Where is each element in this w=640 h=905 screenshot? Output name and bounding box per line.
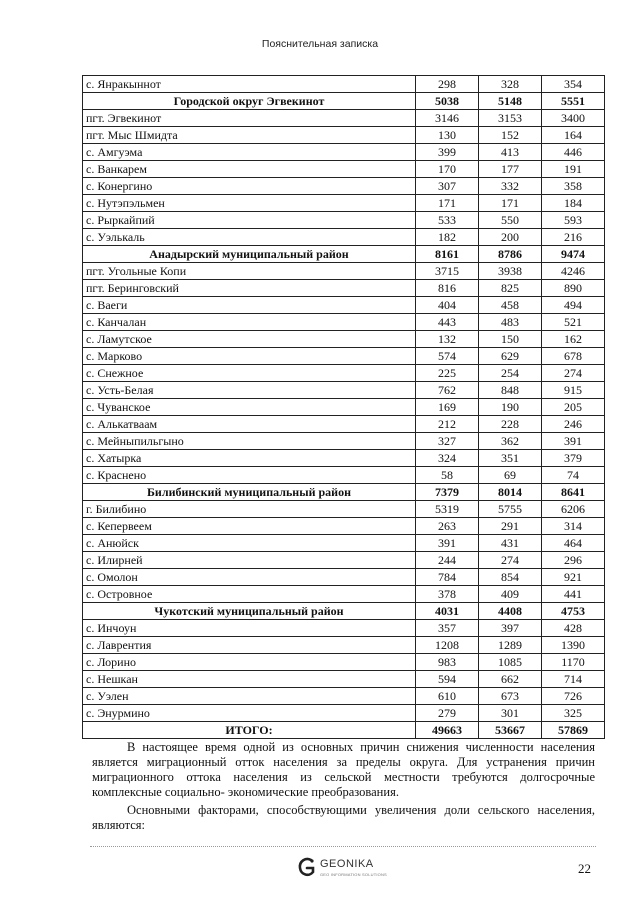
- settlement-name-cell: с. Марково: [83, 348, 416, 365]
- settlement-name-cell: с. Уэлен: [83, 688, 416, 705]
- population-value-cell: 378: [416, 586, 479, 603]
- population-value-cell: 152: [479, 127, 542, 144]
- population-value-cell: 1208: [416, 637, 479, 654]
- population-value-cell: 274: [542, 365, 605, 382]
- population-value-cell: 150: [479, 331, 542, 348]
- population-value-cell: 130: [416, 127, 479, 144]
- population-value-cell: 379: [542, 450, 605, 467]
- settlement-name-cell: с. Кепервеем: [83, 518, 416, 535]
- population-value-cell: 915: [542, 382, 605, 399]
- population-value-cell: 301: [479, 705, 542, 722]
- body-paragraph-1: В настоящее время одной из основных причин снижения численности населения является миграционный отток населения за пределы округа. Для устранения причин миграционного оттока населения из сельской местности требуются долгосрочные комплексные социально- экономические преобразования.: [92, 740, 595, 799]
- population-value-cell: 216: [542, 229, 605, 246]
- population-value-cell: 726: [542, 688, 605, 705]
- population-table-body: [83, 76, 605, 739]
- population-value-cell: 409: [479, 586, 542, 603]
- table-row: [83, 195, 605, 212]
- population-value-cell: 53667: [479, 722, 542, 739]
- population-value-cell: 3715: [416, 263, 479, 280]
- table-row: [83, 161, 605, 178]
- settlement-name-cell: с. Рыркайпий: [83, 212, 416, 229]
- settlement-name-cell: с. Энурмино: [83, 705, 416, 722]
- table-row: [83, 110, 605, 127]
- settlement-name-cell: с. Лорино: [83, 654, 416, 671]
- table-summary-row: [83, 246, 605, 263]
- table-row: [83, 518, 605, 535]
- population-value-cell: 784: [416, 569, 479, 586]
- population-value-cell: 254: [479, 365, 542, 382]
- table-row: [83, 178, 605, 195]
- settlement-name-cell: с. Нешкан: [83, 671, 416, 688]
- table-row: [83, 620, 605, 637]
- population-value-cell: 714: [542, 671, 605, 688]
- table-summary-row: [83, 93, 605, 110]
- population-value-cell: 362: [479, 433, 542, 450]
- table-row: [83, 433, 605, 450]
- population-value-cell: 404: [416, 297, 479, 314]
- population-value-cell: 550: [479, 212, 542, 229]
- population-value-cell: 205: [542, 399, 605, 416]
- geonika-logo-icon: [296, 855, 318, 881]
- table-row: [83, 127, 605, 144]
- population-value-cell: 3146: [416, 110, 479, 127]
- population-value-cell: 225: [416, 365, 479, 382]
- population-value-cell: 397: [479, 620, 542, 637]
- population-value-cell: 890: [542, 280, 605, 297]
- population-value-cell: 3153: [479, 110, 542, 127]
- table-row: [83, 297, 605, 314]
- population-value-cell: 327: [416, 433, 479, 450]
- table-row: [83, 688, 605, 705]
- settlement-name-cell: пгт. Мыс Шмидта: [83, 127, 416, 144]
- table-row: [83, 569, 605, 586]
- footer-divider: [90, 846, 596, 847]
- table-row: [83, 637, 605, 654]
- logo-text: GEONIKA: [320, 858, 374, 870]
- settlement-name-cell: с. Краснено: [83, 467, 416, 484]
- population-value-cell: 441: [542, 586, 605, 603]
- table-summary-row: [83, 484, 605, 501]
- settlement-name-cell: с. Анюйск: [83, 535, 416, 552]
- settlement-name-cell: с. Хатырка: [83, 450, 416, 467]
- table-row: [83, 365, 605, 382]
- population-value-cell: 762: [416, 382, 479, 399]
- population-value-cell: 354: [542, 76, 605, 93]
- settlement-name-cell: пгт. Угольные Копи: [83, 263, 416, 280]
- population-value-cell: 629: [479, 348, 542, 365]
- population-value-cell: 1390: [542, 637, 605, 654]
- table-row: [83, 501, 605, 518]
- table-summary-row: [83, 603, 605, 620]
- population-value-cell: 274: [479, 552, 542, 569]
- population-value-cell: 190: [479, 399, 542, 416]
- population-value-cell: 673: [479, 688, 542, 705]
- population-table: [82, 75, 605, 739]
- settlement-name-cell: пгт. Беринговский: [83, 280, 416, 297]
- population-value-cell: 9474: [542, 246, 605, 263]
- table-row: [83, 263, 605, 280]
- population-value-cell: 244: [416, 552, 479, 569]
- population-value-cell: 1289: [479, 637, 542, 654]
- population-value-cell: 8014: [479, 484, 542, 501]
- table-row: [83, 467, 605, 484]
- population-value-cell: 4408: [479, 603, 542, 620]
- population-value-cell: 191: [542, 161, 605, 178]
- population-value-cell: 212: [416, 416, 479, 433]
- table-row: [83, 671, 605, 688]
- population-value-cell: 816: [416, 280, 479, 297]
- population-value-cell: 263: [416, 518, 479, 535]
- population-value-cell: 921: [542, 569, 605, 586]
- population-value-cell: 169: [416, 399, 479, 416]
- population-value-cell: 307: [416, 178, 479, 195]
- population-value-cell: 8161: [416, 246, 479, 263]
- settlement-name-cell: с. Алькатваам: [83, 416, 416, 433]
- population-value-cell: 5551: [542, 93, 605, 110]
- population-value-cell: 246: [542, 416, 605, 433]
- page-header-title: Пояснительная записка: [261, 38, 379, 50]
- settlement-name-cell: с. Янракыннот: [83, 76, 416, 93]
- population-value-cell: 678: [542, 348, 605, 365]
- settlement-name-cell: с. Уэлькаль: [83, 229, 416, 246]
- table-row: [83, 229, 605, 246]
- population-value-cell: 494: [542, 297, 605, 314]
- population-value-cell: 69: [479, 467, 542, 484]
- population-value-cell: 662: [479, 671, 542, 688]
- settlement-name-cell: с. Снежное: [83, 365, 416, 382]
- table-row: [83, 76, 605, 93]
- population-value-cell: 594: [416, 671, 479, 688]
- table-row: [83, 144, 605, 161]
- population-value-cell: 8786: [479, 246, 542, 263]
- population-value-cell: 291: [479, 518, 542, 535]
- population-value-cell: 983: [416, 654, 479, 671]
- population-value-cell: 164: [542, 127, 605, 144]
- population-value-cell: 314: [542, 518, 605, 535]
- table-row: [83, 535, 605, 552]
- population-value-cell: 431: [479, 535, 542, 552]
- settlement-name-cell: с. Конергино: [83, 178, 416, 195]
- population-value-cell: 3400: [542, 110, 605, 127]
- population-value-cell: 5319: [416, 501, 479, 518]
- population-value-cell: 428: [542, 620, 605, 637]
- settlement-name-cell: с. Ванкарем: [83, 161, 416, 178]
- page-number: 22: [578, 861, 591, 876]
- settlement-name-cell: Билибинский муниципальный район: [83, 484, 416, 501]
- population-value-cell: 351: [479, 450, 542, 467]
- population-value-cell: 446: [542, 144, 605, 161]
- settlement-name-cell: с. Усть-Белая: [83, 382, 416, 399]
- table-row: [83, 331, 605, 348]
- table-row: [83, 586, 605, 603]
- population-value-cell: 854: [479, 569, 542, 586]
- population-value-cell: 521: [542, 314, 605, 331]
- settlement-name-cell: пгт. Эгвекинот: [83, 110, 416, 127]
- population-value-cell: 5755: [479, 501, 542, 518]
- population-value-cell: 5148: [479, 93, 542, 110]
- settlement-name-cell: с. Ваеги: [83, 297, 416, 314]
- table-summary-row: [83, 722, 605, 739]
- population-value-cell: 825: [479, 280, 542, 297]
- population-value-cell: 391: [416, 535, 479, 552]
- population-value-cell: 358: [542, 178, 605, 195]
- population-value-cell: 298: [416, 76, 479, 93]
- settlement-name-cell: Анадырский муниципальный район: [83, 246, 416, 263]
- table-row: [83, 654, 605, 671]
- table-row: [83, 705, 605, 722]
- population-value-cell: 228: [479, 416, 542, 433]
- population-value-cell: 58: [416, 467, 479, 484]
- population-value-cell: 483: [479, 314, 542, 331]
- population-value-cell: 4246: [542, 263, 605, 280]
- population-value-cell: 279: [416, 705, 479, 722]
- settlement-name-cell: г. Билибино: [83, 501, 416, 518]
- settlement-name-cell: с. Лаврентия: [83, 637, 416, 654]
- population-value-cell: 184: [542, 195, 605, 212]
- table-row: [83, 552, 605, 569]
- population-value-cell: 5038: [416, 93, 479, 110]
- population-value-cell: 170: [416, 161, 479, 178]
- population-value-cell: 49663: [416, 722, 479, 739]
- population-value-cell: 177: [479, 161, 542, 178]
- population-value-cell: 162: [542, 331, 605, 348]
- geonika-logo: [296, 855, 416, 887]
- population-value-cell: 3938: [479, 263, 542, 280]
- population-value-cell: 182: [416, 229, 479, 246]
- population-value-cell: 610: [416, 688, 479, 705]
- settlement-name-cell: с. Омолон: [83, 569, 416, 586]
- population-value-cell: 57869: [542, 722, 605, 739]
- population-value-cell: 533: [416, 212, 479, 229]
- settlement-name-cell: Чукотский муниципальный район: [83, 603, 416, 620]
- table-row: [83, 416, 605, 433]
- population-value-cell: 296: [542, 552, 605, 569]
- population-value-cell: 324: [416, 450, 479, 467]
- settlement-name-cell: с. Амгуэма: [83, 144, 416, 161]
- table-row: [83, 314, 605, 331]
- population-value-cell: 332: [479, 178, 542, 195]
- settlement-name-cell: Городской округ Эгвекинот: [83, 93, 416, 110]
- population-value-cell: 200: [479, 229, 542, 246]
- population-value-cell: 357: [416, 620, 479, 637]
- table-row: [83, 450, 605, 467]
- population-value-cell: 1170: [542, 654, 605, 671]
- population-value-cell: 74: [542, 467, 605, 484]
- population-value-cell: 4031: [416, 603, 479, 620]
- body-paragraph-2: Основными факторами, способствующими увеличения доли сельского населения, являются:: [92, 803, 595, 832]
- table-row: [83, 382, 605, 399]
- settlement-name-cell: с. Нутэпэльмен: [83, 195, 416, 212]
- population-value-cell: 8641: [542, 484, 605, 501]
- population-value-cell: 464: [542, 535, 605, 552]
- settlement-name-cell: с. Канчалан: [83, 314, 416, 331]
- population-value-cell: 391: [542, 433, 605, 450]
- settlement-name-cell: с. Ламутское: [83, 331, 416, 348]
- population-value-cell: 7379: [416, 484, 479, 501]
- population-value-cell: 171: [416, 195, 479, 212]
- population-value-cell: 171: [479, 195, 542, 212]
- settlement-name-cell: ИТОГО:: [83, 722, 416, 739]
- population-value-cell: 399: [416, 144, 479, 161]
- population-value-cell: 848: [479, 382, 542, 399]
- population-value-cell: 458: [479, 297, 542, 314]
- table-row: [83, 348, 605, 365]
- population-value-cell: 6206: [542, 501, 605, 518]
- table-row: [83, 280, 605, 297]
- settlement-name-cell: с. Инчоун: [83, 620, 416, 637]
- settlement-name-cell: с. Островное: [83, 586, 416, 603]
- settlement-name-cell: с. Мейныпильгыно: [83, 433, 416, 450]
- body-text: [92, 740, 595, 836]
- population-value-cell: 325: [542, 705, 605, 722]
- population-value-cell: 1085: [479, 654, 542, 671]
- population-value-cell: 132: [416, 331, 479, 348]
- table-row: [83, 212, 605, 229]
- table-row: [83, 399, 605, 416]
- population-value-cell: 4753: [542, 603, 605, 620]
- settlement-name-cell: с. Чуванское: [83, 399, 416, 416]
- population-value-cell: 443: [416, 314, 479, 331]
- population-value-cell: 574: [416, 348, 479, 365]
- population-value-cell: 413: [479, 144, 542, 161]
- logo-subtitle: GEO INFORMATION SOLUTIONS: [320, 872, 387, 877]
- population-value-cell: 328: [479, 76, 542, 93]
- settlement-name-cell: с. Илирней: [83, 552, 416, 569]
- population-value-cell: 593: [542, 212, 605, 229]
